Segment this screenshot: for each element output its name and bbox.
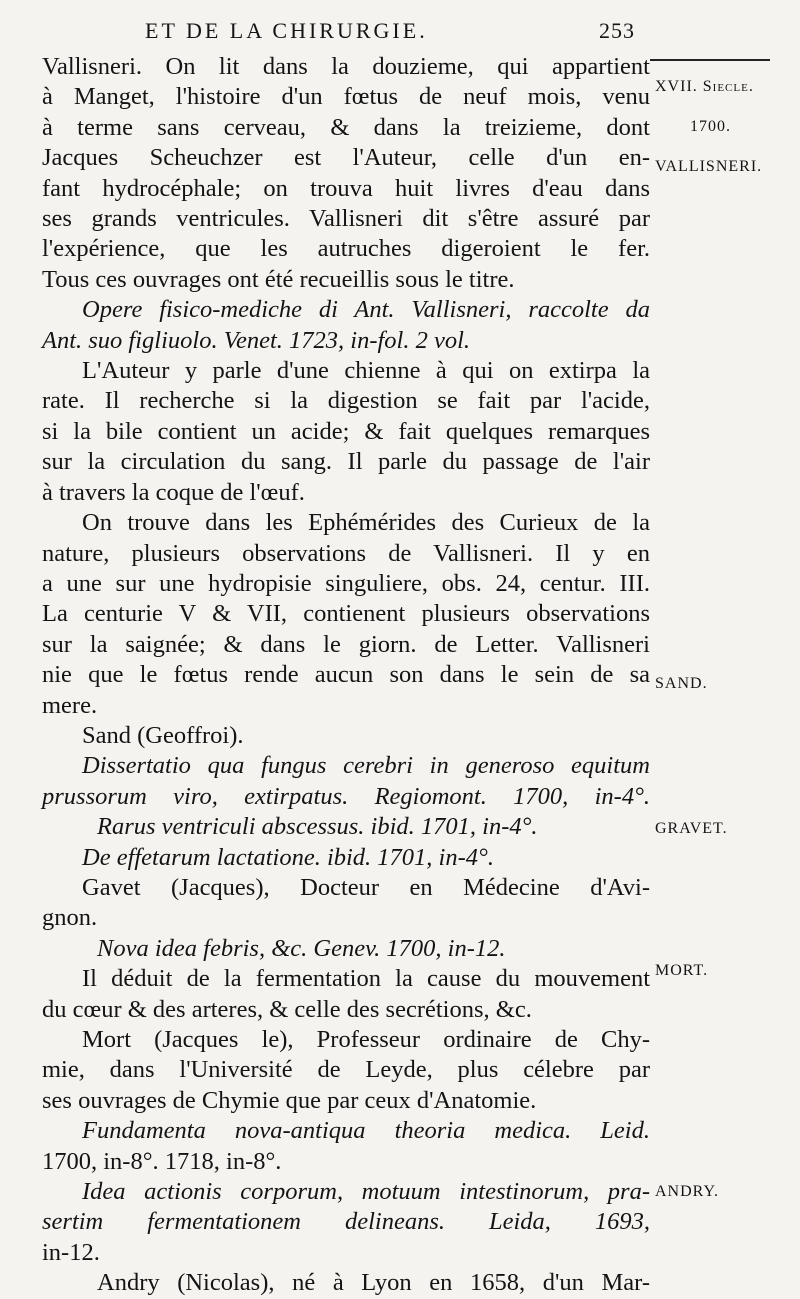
text-line: nature, plusieurs observations de Vallisneri. Il y en xyxy=(42,539,650,567)
margin-rule xyxy=(650,59,770,61)
text-line: Ant. suo figliuolo. Venet. 1723, in-fol. 2 vol. xyxy=(42,326,471,354)
text-line: mie, dans l'Université de Leyde, plus célebre par xyxy=(42,1056,650,1084)
text-line: Il déduit de la fermentation la cause du mouvement xyxy=(82,965,650,993)
text-line: Andry (Nicolas), né à Lyon en 1658, d'un Mar- xyxy=(97,1269,650,1297)
text-line: gnon. xyxy=(42,904,98,932)
page-header xyxy=(145,18,635,50)
text-line: à Manget, l'histoire d'un fœtus de neuf mois, venu xyxy=(42,83,650,111)
text-line: Gavet (Jacques), Docteur en Médecine d'Avi- xyxy=(82,873,650,901)
text-line: Rarus ventriculi abscessus. ibid. 1701, in-4°. xyxy=(97,813,538,841)
margin-note: MORT. xyxy=(655,962,709,979)
text-line: prussorum viro, extirpatus. Regiomont. 1700, in-4°. xyxy=(42,782,650,810)
text-line: Sand (Geoffroi). xyxy=(82,721,244,749)
text-line: ses ouvrages de Chymie que par ceux d'Anatomie. xyxy=(42,1086,537,1114)
text-line: sur la saignée; & dans le giorn. de Letter. Vallisneri xyxy=(42,630,650,658)
text-line: in-12. xyxy=(42,1238,100,1266)
text-line: 1700, in-8°. 1718, in-8°. xyxy=(42,1147,282,1175)
margin-note: GRAVET. xyxy=(655,820,728,837)
text-line: ses grands ventricules. Vallisneri dit s'être assuré par xyxy=(42,205,650,233)
text-line: fant hydrocéphale; on trouva huit livres d'eau dans xyxy=(42,174,650,202)
text-line: Fundamenta nova-antiqua theoria medica. Leid. xyxy=(82,1117,650,1145)
text-line: à travers la coque de l'œuf. xyxy=(42,478,305,506)
text-line: Tous ces ouvrages ont été recueillis sous le titre. xyxy=(42,265,515,293)
text-line: L'Auteur y parle d'une chienne à qui on extirpa la xyxy=(82,357,650,385)
text-line: si la bile contient un acide; & fait quelques remarques xyxy=(42,417,650,445)
text-line: Nova idea febris, &c. Genev. 1700, in-12. xyxy=(97,934,506,962)
running-title: ET DE LA CHIRURGIE. xyxy=(145,18,428,43)
text-line: rate. Il recherche si la digestion se fait par l'acide, xyxy=(42,387,650,415)
margin-note: ANDRY. xyxy=(655,1183,719,1200)
text-line: à terme sans cerveau, & dans la treizieme, dont xyxy=(42,113,650,141)
text-line: La centurie V & VII, contienent plusieurs observations xyxy=(42,600,650,628)
text-line: sertim fermentationem delineans. Leida, 1693, xyxy=(42,1208,650,1236)
text-line: Dissertatio qua fungus cerebri in generoso equitum xyxy=(82,752,650,780)
text-line: On trouve dans les Ephémérides des Curieux de la xyxy=(82,509,650,537)
text-line: Mort (Jacques le), Professeur ordinaire de Chy- xyxy=(82,1026,650,1053)
text-line: mere. xyxy=(42,691,98,719)
text-line: du cœur & des arteres, & celle des secrétions, &c. xyxy=(42,995,532,1023)
text-line: nie que le fœtus rende aucun son dans le sein de sa xyxy=(42,661,650,689)
margin-note: XVII. Siecle. xyxy=(655,78,754,95)
text-line: Idea actionis corporum, motuum intestinorum, pra- xyxy=(82,1178,650,1206)
text-line: De effetarum lactatione. ibid. 1701, in-4°. xyxy=(82,843,494,871)
text-line: Vallisneri. On lit dans la douzieme, qui appartient xyxy=(42,53,650,80)
margin-note: VALLISNERI. xyxy=(655,158,763,175)
text-line: a une sur une hydropisie singuliere, obs. 24, centur. III. xyxy=(42,569,650,597)
margin-note: 1700. xyxy=(690,118,731,135)
text-line: l'expérience, que les autruches digeroient le fer. xyxy=(42,235,650,263)
text-line: Opere fisico-mediche di Ant. Vallisneri, raccolte da xyxy=(82,296,650,324)
margin-note: SAND. xyxy=(655,675,708,692)
text-line: sur la circulation du sang. Il parle du passage de l'air xyxy=(42,448,650,476)
page-body xyxy=(42,52,650,1299)
page-number: 253 xyxy=(599,18,635,43)
text-line: Jacques Scheuchzer est l'Auteur, celle d'un en- xyxy=(42,144,650,172)
